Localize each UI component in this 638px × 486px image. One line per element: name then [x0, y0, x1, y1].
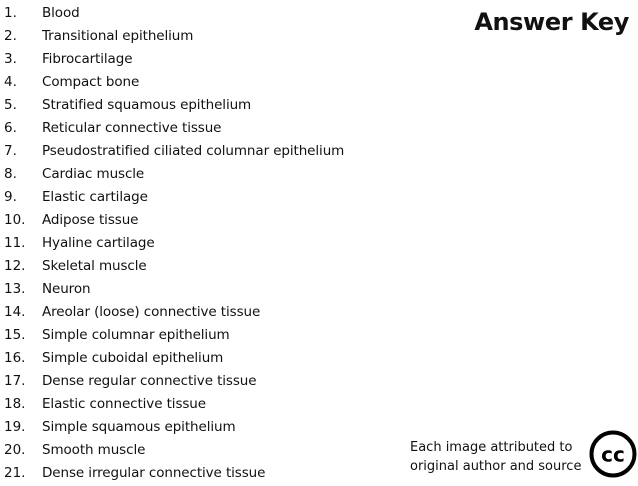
item-text: Simple squamous epithelium	[42, 419, 236, 435]
answer-item	[0, 325, 344, 348]
item-text: Simple columnar epithelium	[42, 327, 230, 343]
answer-item	[0, 141, 344, 164]
item-number: 20.	[4, 442, 26, 458]
item-number: 15.	[4, 327, 26, 343]
item-text: Blood	[42, 5, 80, 21]
item-number: 17.	[4, 373, 26, 389]
answer-item	[0, 3, 344, 26]
page-title: Answer Key	[474, 8, 629, 36]
item-number: 12.	[4, 258, 26, 274]
answer-item	[0, 302, 344, 325]
item-number: 8.	[4, 166, 17, 182]
license-logo-text: cc	[601, 442, 625, 467]
item-number: 5.	[4, 97, 17, 113]
answer-item	[0, 440, 344, 463]
answer-item	[0, 417, 344, 440]
item-number: 4.	[4, 74, 17, 90]
item-number: 7.	[4, 143, 17, 159]
item-number: 3.	[4, 51, 17, 67]
answer-item	[0, 233, 344, 256]
item-text: Skeletal muscle	[42, 258, 147, 274]
answer-item	[0, 26, 344, 49]
item-number: 16.	[4, 350, 26, 366]
item-number: 11.	[4, 235, 26, 251]
item-text: Neuron	[42, 281, 91, 297]
attribution-line-1: Each image attributed to	[410, 440, 573, 455]
answer-item	[0, 256, 344, 279]
item-text: Dense regular connective tissue	[42, 373, 257, 389]
answer-item	[0, 371, 344, 394]
answer-item	[0, 394, 344, 417]
answer-item	[0, 279, 344, 302]
attribution-line-2: original author and source	[410, 459, 582, 474]
item-number: 6.	[4, 120, 17, 136]
item-text: Smooth muscle	[42, 442, 146, 458]
item-text: Elastic cartilage	[42, 189, 148, 205]
item-text: Compact bone	[42, 74, 140, 90]
answer-item	[0, 49, 344, 72]
answer-item	[0, 95, 344, 118]
item-text: Cardiac muscle	[42, 166, 145, 182]
creative-commons-icon	[589, 430, 637, 478]
answer-item	[0, 187, 344, 210]
item-number: 21.	[4, 465, 26, 481]
item-number: 13.	[4, 281, 26, 297]
attribution-note	[410, 438, 581, 476]
item-text: Areolar (loose) connective tissue	[42, 304, 261, 320]
answer-item	[0, 348, 344, 371]
answer-item	[0, 72, 344, 95]
item-text: Pseudostratified ciliated columnar epithelium	[42, 143, 345, 159]
item-number: 14.	[4, 304, 26, 320]
item-text: Adipose tissue	[42, 212, 139, 228]
item-number: 19.	[4, 419, 26, 435]
item-number: 18.	[4, 396, 26, 412]
answer-item	[0, 463, 344, 486]
answer-item	[0, 164, 344, 187]
item-text: Transitional epithelium	[42, 28, 194, 44]
item-number: 10.	[4, 212, 26, 228]
item-text: Elastic connective tissue	[42, 396, 206, 412]
item-text: Reticular connective tissue	[42, 120, 222, 136]
answer-item	[0, 210, 344, 233]
item-text: Stratified squamous epithelium	[42, 97, 252, 113]
item-text: Dense irregular connective tissue	[42, 465, 266, 481]
item-text: Hyaline cartilage	[42, 235, 155, 251]
answer-list	[0, 3, 344, 486]
item-text: Simple cuboidal epithelium	[42, 350, 224, 366]
item-number: 2.	[4, 28, 17, 44]
answer-item	[0, 118, 344, 141]
item-number: 9.	[4, 189, 17, 205]
item-number: 1.	[4, 5, 17, 21]
item-text: Fibrocartilage	[42, 51, 133, 67]
